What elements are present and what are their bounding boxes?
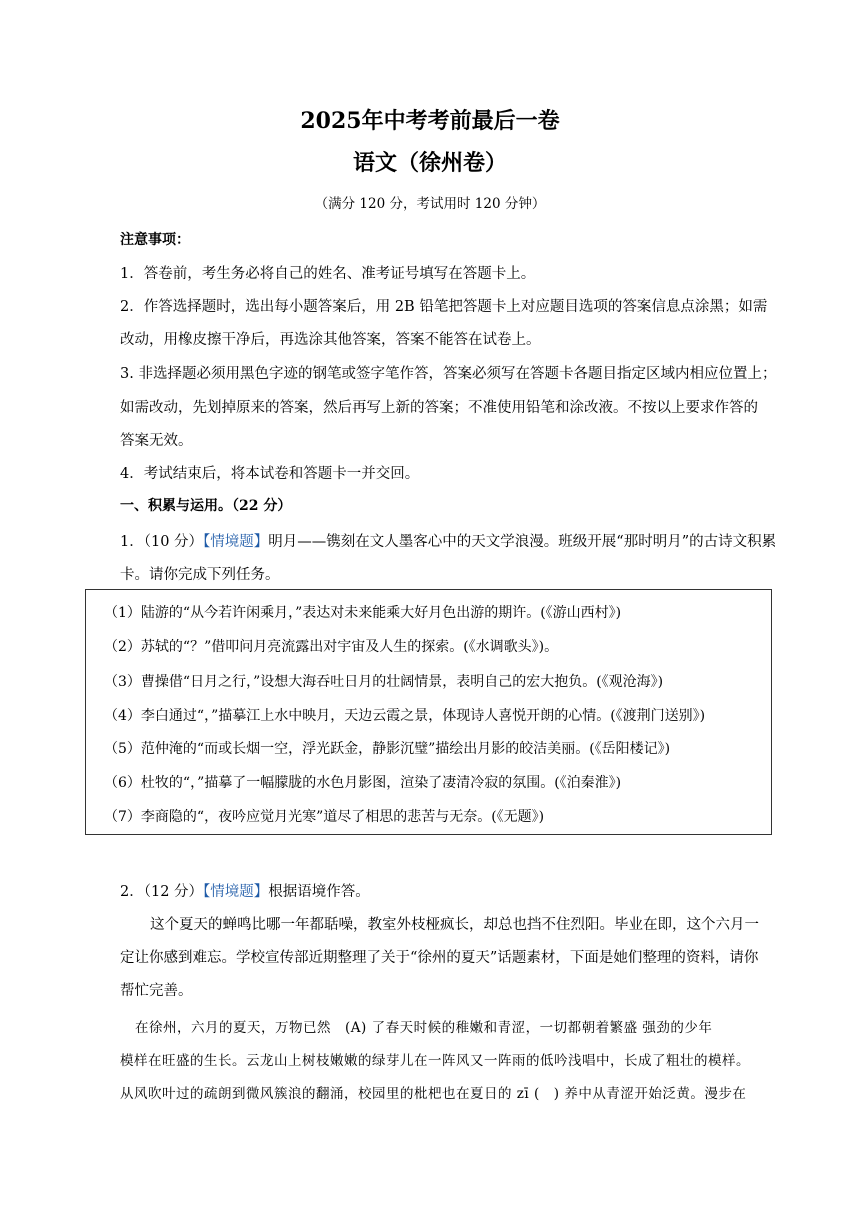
question-number: 1．（10 分） [120,534,204,550]
context-paragraph: 定让你感到难忘。学校宣传部近期整理了关于“徐州的夏天”话题素材，下面是她们整理的资料，请你 [120,950,759,966]
poetry-item: （4）李白通过“，”描摹江上水中映月，天边云霞之景，体现诗人喜悦开朗的心情。(《渡荆门送别》) [104,708,706,724]
poetry-item: （7）李商隐的“，夜吟应觉月光寒”道尽了相思的悲苦与无奈。(《无题》) [104,809,545,825]
context-paragraph: 这个夏天的蝉鸣比哪一年都聒噪，教室外枝桠疯长，却总也挡不住烈阳。毕业在即，这个六月一 [150,917,759,933]
question-text: 明月——镌刻在文人墨客心中的天文学浪漫。班级开展“那时明月”的古诗文积累 [268,534,777,550]
exam-note: （满分 120 分，考试用时 120 分钟） [314,196,546,212]
scenario-tag: 【情境题】 [203,884,269,900]
section-heading: 一、积累与运用。（22 分） [120,498,292,514]
instruction-line: 如需改动，先划掉原来的答案，然后再写上新的答案；不准使用铅笔和涂改液。不按以上要求作答的 [120,400,758,416]
poetry-item: （1）陆游的“从今若许闲乘月，”表达对未来能乘大好月色出游的期许。(《游山西村》) [104,605,622,621]
context-paragraph: 帮忙完善。 [120,983,193,999]
question-2 [120,880,370,901]
exam-subtitle: 语文（徐州卷） [352,150,507,176]
question-number: 2．（12 分） [120,884,204,900]
instructions-heading: 注意事项： [120,232,190,248]
scenario-tag: 【情境题】 [203,534,269,550]
passage-line: 在徐州，六月的夏天，万物已然 (A) 了春天时候的稚嫩和青涩，一切都朝着繁盛 强劲的少年 [135,1020,713,1036]
instruction-line: 1．答卷前，考生务必将自己的姓名、准考证号填写在答题卡上。 [120,266,536,282]
instruction-line: 2．作答选择题时，选出每小题答案后，用 2B 铅笔把答题卡上对应题目选项的答案信息点涂黑；如需 [120,299,768,315]
passage-line: 模样在旺盛的生长。云龙山上树枝嫩嫩的绿芽儿在一阵风又一阵雨的低吟浅唱中，长成了粗壮的模样。 [120,1053,750,1069]
question-text: 根据语境作答。 [268,884,370,900]
question-text-continued: 卡。请你完成下列任务。 [120,567,280,583]
poetry-item: （6）杜牧的“，”描摹了一幅朦胧的水色月影图，渲染了凄清冷寂的氛围。(《泊秦淮》) [104,775,622,791]
poetry-item: （5）范仲淹的“而或长烟一空，浮光跃金，静影沉璧”描绘出月影的皎洁美丽。(《岳阳楼记》) [104,741,671,757]
instruction-line: 改动，用橡皮擦干净后，再选涂其他答案，答案不能答在试卷上。 [120,332,541,348]
question-1 [120,530,776,551]
exam-title: 2025年中考考前最后一卷 [300,108,560,134]
instruction-line: 4．考试结束后，将本试卷和答题卡一并交回。 [120,466,420,482]
instruction-line: 答案无效。 [120,433,193,449]
passage-line: 从风吹叶过的疏朗到微风簇浪的翻涌，校园里的枇杷也在夏日的 zī ( ) 养中从青涩开始泛黄。漫步在 [120,1086,747,1102]
instruction-line: 3. 非选择题必须用黑色字迹的钢笔或签字笔作答，答案必须写在答题卡各题目指定区域内相应位置上； [120,366,777,382]
poetry-item: （3）曹操借“日月之行，”设想大海吞吐日月的壮阔情景，表明自己的宏大抱负。(《观沧海》) [104,674,664,690]
poetry-item: （2）苏轼的“？”借叩问月亮流露出对宇宙及人生的探索。(《水调歌头》)。 [104,639,559,655]
